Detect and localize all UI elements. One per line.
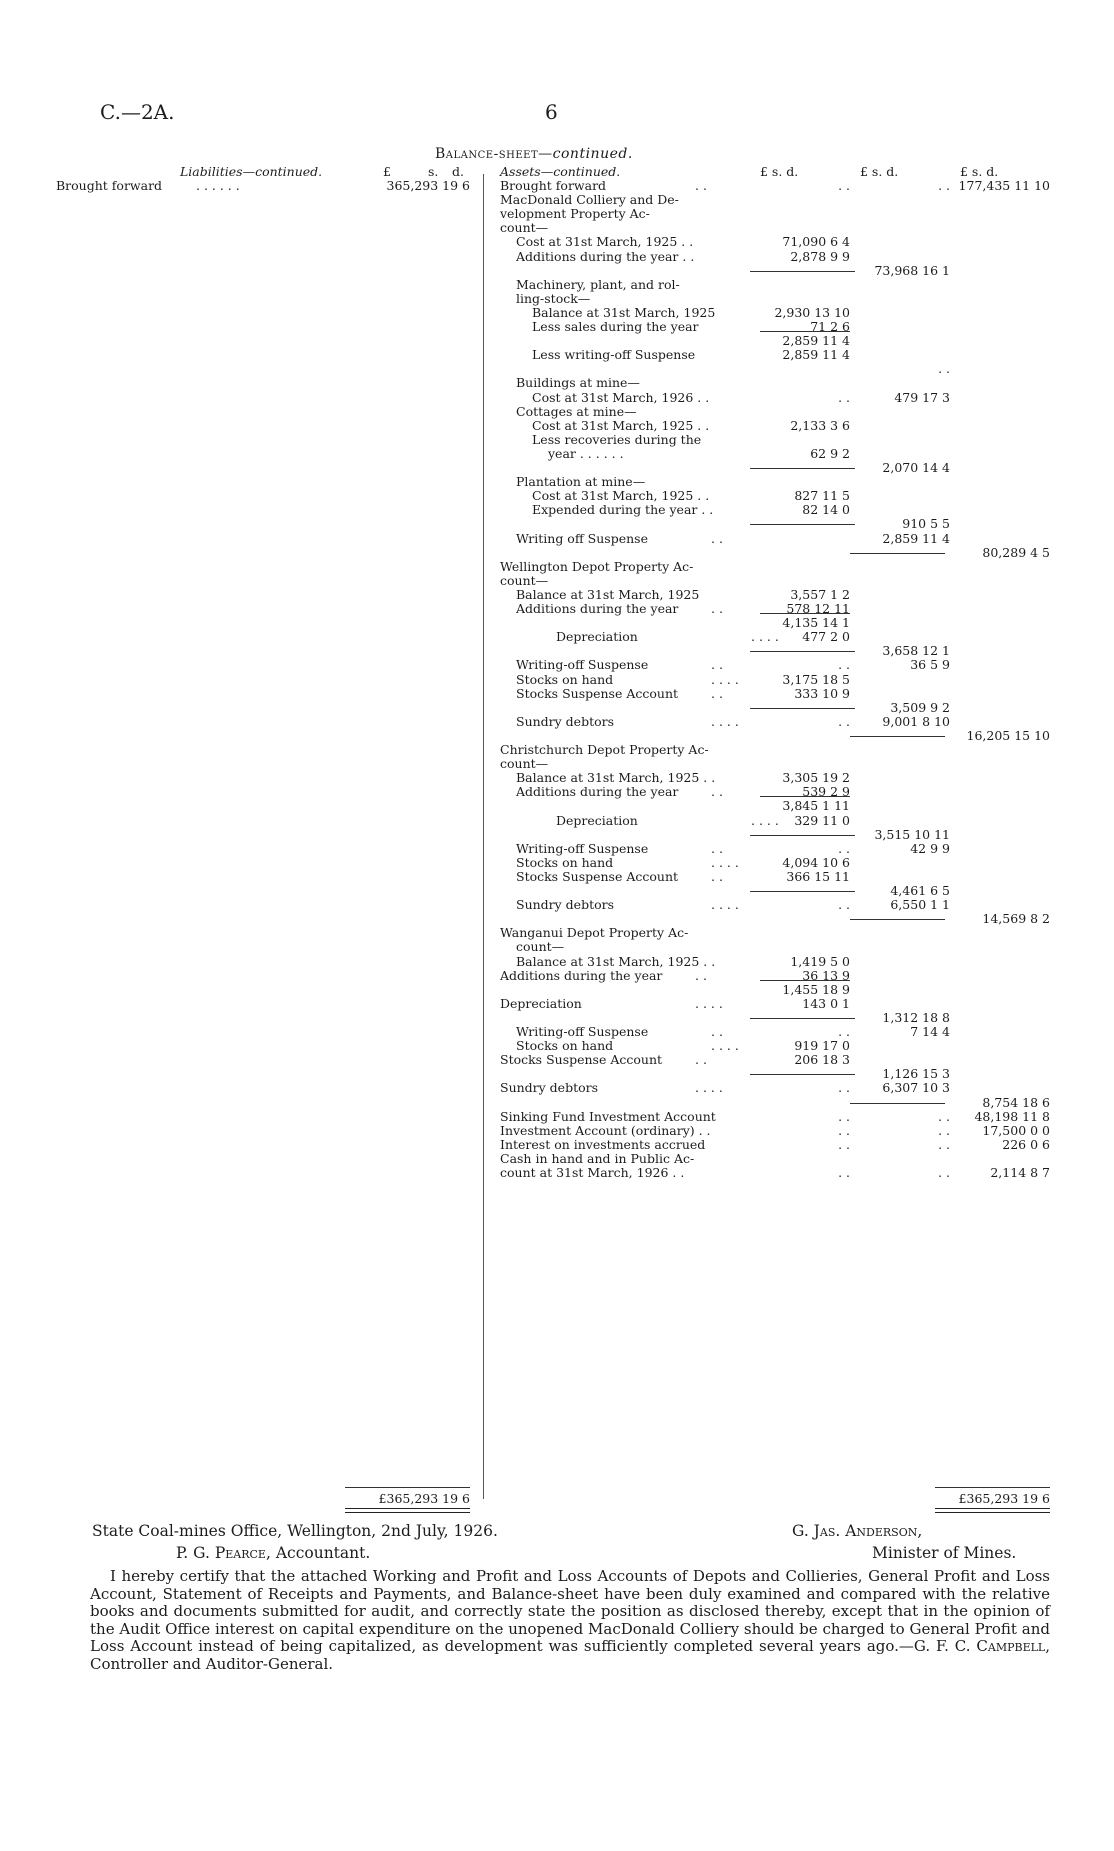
asset-row-label: count— [500,756,549,772]
page-number: 6 [545,100,558,124]
asset-amount-col3: 14,569 8 2 [982,911,1050,927]
asset-amount-col2: 2,859 11 4 [882,530,950,546]
accountant-signature [176,1544,370,1562]
asset-amount-col1: . . [838,897,850,913]
asset-subtotal-rule [850,553,945,554]
asset-amount-col2: 9,001 8 10 [882,713,950,729]
asset-row-leaders: . . . . [751,812,779,828]
asset-amount-col2: 479 17 3 [894,389,950,405]
asset-row-label: Brought forward [500,178,607,193]
asset-amount-col1: . . [838,1080,850,1096]
liabilities-col-pence: d. [452,164,464,179]
asset-sum-rule [760,331,850,332]
asset-row-label: Writing off Suspense [516,530,648,546]
asset-row-label: Less writing-off Suspense [532,347,696,363]
asset-row-label: Less recoveries during the [532,431,702,447]
audit-certificate [90,1568,1050,1673]
liabilities-total-double-rule [345,1508,470,1513]
assets-total: £365,293 19 6 [958,1491,1050,1506]
asset-row-label: Cash in hand and in Public Ac- [500,1150,695,1166]
asset-row-label: MacDonald Colliery and De- [500,192,679,208]
asset-subtotal-rule [750,468,855,469]
minister-role: Minister of Mines. [872,1544,1017,1562]
asset-amount-col1: 2,133 3 6 [790,417,850,433]
asset-row-label: Christchurch Depot Property Ac- [500,742,709,757]
asset-row-label: Balance at 31st March, 1925 [532,304,716,320]
liabilities-brought-forward-label: Brought forward [56,178,163,193]
asset-amount-col1: 919 17 0 [794,1038,850,1054]
asset-amount-col2: . . [938,1122,950,1138]
asset-amount-col3: 17,500 0 0 [982,1122,1050,1138]
asset-amount-col2: 910 5 5 [902,516,950,532]
assets-total-double-rule [935,1508,1050,1513]
title-continued: —continued. [538,146,633,162]
asset-amount-col2: 3,509 9 2 [890,699,950,715]
asset-row-leaders: . . [711,685,723,701]
asset-row-leaders: . . [711,868,723,884]
asset-row-label: Wanganui Depot Property Ac- [500,925,689,941]
asset-row-label: count— [500,572,549,588]
asset-row-label: Balance at 31st March, 1925 . . [516,953,716,969]
liabilities-leaders: . . . . . . [196,178,240,193]
asset-amount-col1: . . [838,657,850,673]
asset-row-label: Writing-off Suspense [516,657,649,673]
assets-col-head-3: £ s. d. [960,164,999,179]
asset-subtotal-rule [750,708,855,709]
accountant-name: P. G. Pearce [176,1544,266,1562]
asset-amount-col1: 329 11 0 [794,812,850,828]
asset-amount-col1: 71,090 6 4 [782,234,850,250]
asset-amount-col1: 1,419 5 0 [790,953,850,969]
asset-amount-col1: 539 2 9 [802,784,850,800]
asset-row-label: Stocks Suspense Account [516,868,679,884]
asset-amount-col1: 4,135 14 1 [782,615,850,631]
asset-row-label: Cost at 31st March, 1926 . . [532,389,710,405]
asset-amount-col1: 2,878 9 9 [790,248,850,264]
asset-amount-col1: . . [838,178,850,193]
asset-amount-col2: 1,312 18 8 [882,1009,950,1025]
asset-row-label: Buildings at mine— [516,375,640,391]
asset-row-label: Writing-off Suspense [516,1024,649,1039]
asset-row-leaders: . . . . [751,629,779,645]
asset-amount-col2: 6,307 10 3 [882,1080,950,1096]
liabilities-col-shillings: s. [428,164,439,179]
assets-col-head-2: £ s. d. [860,164,899,179]
asset-amount-col3: 177,435 11 10 [958,178,1050,193]
asset-sum-rule [760,613,850,614]
minister-name: G. Jas. Anderson [792,1522,918,1540]
asset-amount-col1: 71 2 6 [810,319,850,334]
asset-amount-col1: 2,859 11 4 [782,333,850,349]
liabilities-header: Liabilities—continued. [180,164,323,179]
asset-amount-col2: . . [938,1165,950,1180]
asset-amount-col1: 3,175 18 5 [782,671,850,687]
asset-row-leaders: . . [695,178,707,193]
asset-amount-col1: 477 2 0 [802,629,850,645]
asset-row-leaders: . . [711,530,723,546]
asset-row-label: Balance at 31st March, 1925 . . [516,770,716,786]
certificate-signer-role: , Controller and Auditor-General. [90,1637,1050,1673]
asset-row-label: Stocks on hand [516,854,614,870]
asset-amount-col2: 4,461 6 5 [890,883,950,898]
asset-amount-col1: 36 13 9 [802,967,850,983]
asset-row-label: Writing-off Suspense [516,840,649,856]
asset-row-label: Depreciation [556,812,638,828]
asset-subtotal-rule [750,651,855,652]
asset-subtotal-rule [750,1018,855,1019]
asset-row-label: Additions during the year [516,784,679,800]
asset-amount-col3: 48,198 11 8 [974,1108,1050,1124]
page-title [435,146,633,162]
asset-row-leaders: . . . . [711,897,739,913]
certificate-text: I hereby certify that the attached Working and Profit and Loss Accounts of Depots and Collieries, General Profit and Loss Account, Statement of Receipts and Payments, and Balance-sheet have been duly examined and compared with the relative books and documents submitted for audit, and correctly state the position as disclosed thereby, except that in the opinion of the Audit Office interest on capital expenditure on the unopened MacDonald Colliery should be charged to General Profit and Loss Account instead of being capitalized, as development was sufficiently completed several years ago.— [90,1567,1050,1655]
asset-row-leaders: . . . . [711,671,739,687]
asset-amount-col2: 2,070 14 4 [882,460,950,475]
asset-row-label: Less sales during the year [532,319,699,334]
asset-amount-col3: 80,289 4 5 [982,544,1050,560]
asset-amount-col2: 3,515 10 11 [874,826,950,842]
minister-comma: , [917,1522,923,1540]
asset-amount-col1: 578 12 11 [786,601,850,616]
asset-amount-col2: . . [938,1108,950,1124]
asset-row-label: Additions during the year . . [516,248,695,264]
asset-row-label: Stocks Suspense Account [500,1052,663,1068]
asset-amount-col2: . . [938,361,950,377]
asset-amount-col3: 226 0 6 [1002,1136,1050,1152]
asset-amount-col1: 206 18 3 [794,1052,850,1068]
asset-row-label: Additions during the year [500,967,663,983]
liabilities-brought-forward-amount: 365,293 19 6 [386,178,470,193]
asset-amount-col2: . . [938,1136,950,1152]
assets-col-head-1: £ s. d. [760,164,799,179]
column-divider [483,174,484,1499]
asset-row-label: Cost at 31st March, 1925 . . [516,234,694,250]
asset-amount-col2: 6,550 1 1 [890,897,950,913]
asset-row-label: Sinking Fund Investment Account [500,1108,716,1124]
asset-row-leaders: . . [711,601,723,616]
asset-subtotal-rule [750,891,855,892]
asset-amount-col1: 366 15 11 [786,868,850,884]
asset-amount-col1: . . [838,1165,850,1180]
certificate-signer: G. F. C. Campbell [913,1637,1046,1655]
asset-amount-col2: 7 14 4 [910,1024,950,1039]
asset-amount-col1: . . [838,840,850,856]
office-date-line: State Coal-mines Office, Wellington, 2nd July, 1926. [92,1522,498,1540]
asset-amount-col2: 42 9 9 [910,840,950,856]
asset-amount-col1: . . [838,713,850,729]
asset-row-leaders: . . [711,784,723,800]
asset-amount-col3: 16,205 15 10 [966,727,1050,743]
asset-row-label: Sundry debtors [516,713,615,729]
asset-amount-col2: 3,658 12 1 [882,643,950,659]
asset-row-label: Wellington Depot Property Ac- [500,558,694,574]
asset-row-leaders: . . . . [695,1080,723,1096]
asset-row-leaders: . . [711,657,723,673]
asset-amount-col3: 8,754 18 6 [982,1094,1050,1110]
asset-row-label: Stocks Suspense Account [516,685,679,701]
asset-amount-col2: 36 5 9 [910,657,950,673]
asset-subtotal-rule [750,1074,855,1075]
asset-amount-col1: . . [838,1108,850,1124]
asset-amount-col1: . . [838,1122,850,1138]
assets-total-rule [935,1487,1050,1488]
asset-amount-col1: 3,557 1 2 [790,586,850,602]
asset-subtotal-rule [750,524,855,525]
asset-row-label: ling-stock— [516,290,591,306]
asset-amount-col1: 2,859 11 4 [782,347,850,363]
asset-subtotal-rule [850,919,945,920]
asset-row-label: count— [500,220,549,236]
asset-sum-rule [760,980,850,981]
asset-row-label: Expended during the year . . [532,502,714,518]
asset-row-leaders: . . . . [695,995,723,1011]
asset-row-leaders: . . [695,967,707,983]
assets-header: Assets—continued. [500,164,621,179]
document-reference: C.—2A. [100,100,175,124]
asset-amount-col1: . . [838,1136,850,1152]
asset-row-label: count— [516,939,565,955]
asset-amount-col1: 333 10 9 [794,685,850,701]
asset-amount-col1: . . [838,1024,850,1039]
asset-row-label: Cottages at mine— [516,403,637,419]
asset-row-label: Machinery, plant, and rol- [516,276,680,292]
asset-amount-col2: 1,126 15 3 [882,1066,950,1082]
asset-amount-col1: 62 9 2 [810,445,850,461]
asset-row-label: Cost at 31st March, 1925 . . [532,417,710,433]
asset-amount-col1: 143 0 1 [802,995,850,1011]
asset-row-leaders: . . . . [711,713,739,729]
asset-row-label: year . . . . . . [548,445,624,461]
asset-row-leaders: . . . . [711,1038,739,1054]
asset-amount-col1: 4,094 10 6 [782,854,850,870]
asset-amount-col1: . . [838,389,850,405]
asset-row-label: Sundry debtors [516,897,615,913]
asset-subtotal-rule [850,736,945,737]
asset-subtotal-rule [750,271,855,272]
asset-amount-col2: . . [938,178,950,193]
asset-row-label: Stocks on hand [516,671,614,687]
asset-row-label: Plantation at mine— [516,474,646,490]
asset-sum-rule [760,796,850,797]
asset-amount-col1: 3,845 1 11 [782,798,850,814]
asset-row-label: Stocks on hand [516,1038,614,1054]
asset-row-label: count at 31st March, 1926 . . [500,1165,685,1180]
asset-amount-col1: 82 14 0 [802,502,850,518]
asset-row-leaders: . . [711,1024,723,1039]
minister-signature [792,1522,922,1540]
asset-amount-col1: 1,455 18 9 [782,981,850,997]
asset-row-label: velopment Property Ac- [500,206,650,222]
liabilities-total: £365,293 19 6 [378,1491,470,1506]
asset-row-leaders: . . . . [711,854,739,870]
liabilities-total-rule [345,1487,470,1488]
asset-subtotal-rule [750,835,855,836]
asset-row-label: Cost at 31st March, 1925 . . [532,488,710,504]
asset-amount-col1: 3,305 19 2 [782,770,850,786]
asset-row-leaders: . . [711,840,723,856]
asset-row-label: Balance at 31st March, 1925 [516,586,700,602]
asset-row-label: Additions during the year [516,601,679,616]
title-main: Balance-sheet [435,146,539,162]
accountant-role: , Accountant. [265,1544,371,1562]
asset-subtotal-rule [850,1103,945,1104]
asset-amount-col1: 2,930 13 10 [774,304,850,320]
asset-row-label: Interest on investments accrued [500,1136,706,1152]
asset-row-label: Investment Account (ordinary) . . [500,1122,711,1138]
asset-amount-col1: 827 11 5 [794,488,850,504]
asset-amount-col3: 2,114 8 7 [990,1165,1050,1180]
asset-row-label: Sundry debtors [500,1080,599,1096]
asset-row-leaders: . . [695,1052,707,1068]
asset-row-label: Depreciation [556,629,638,645]
asset-row-label: Depreciation [500,995,582,1011]
asset-amount-col2: 73,968 16 1 [874,262,950,278]
liabilities-col-pound: £ [383,164,391,179]
